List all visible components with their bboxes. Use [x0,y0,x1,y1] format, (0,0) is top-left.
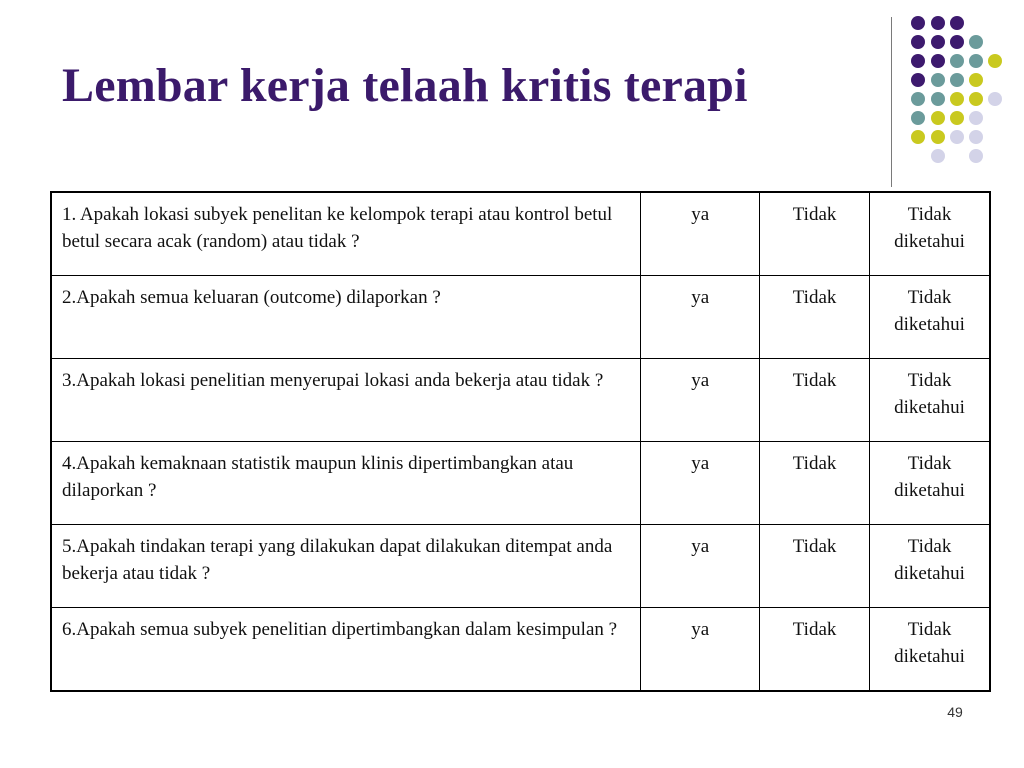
answer-yes-cell: ya [641,276,760,359]
dot-teal [969,35,983,49]
dot-yellow [931,130,945,144]
dot-purple [911,35,925,49]
dot-teal [969,54,983,68]
answer-yes-cell: ya [641,608,760,692]
table-row [51,276,990,359]
question-cell: 3.Apakah lokasi penelitian menyerupai lokasi anda bekerja atau tidak ? [51,359,641,442]
dot-purple [931,35,945,49]
dot-yellow [988,54,1002,68]
dot-purple [950,16,964,30]
dot-purple [911,73,925,87]
dot-lavender [969,130,983,144]
table-row [51,525,990,608]
dot-yellow [969,92,983,106]
page-number: 49 [947,704,963,720]
dot-purple [911,16,925,30]
question-cell: 2.Apakah semua keluaran (outcome) dilaporkan ? [51,276,641,359]
answer-unknown-cell: Tidak diketahui [870,359,990,442]
table-row [51,442,990,525]
answer-yes-cell: ya [641,442,760,525]
question-cell: 1. Apakah lokasi subyek penelitan ke kelompok terapi atau kontrol betul betul secara acak (random) atau tidak ? [51,192,641,276]
table-row [51,608,990,692]
answer-yes-cell: ya [641,359,760,442]
question-cell: 5.Apakah tindakan terapi yang dilakukan dapat dilakukan ditempat anda bekerja atau tidak ? [51,525,641,608]
answer-unknown-cell: Tidak diketahui [870,192,990,276]
answer-no-cell: Tidak [760,442,870,525]
dot-purple [931,16,945,30]
answer-unknown-cell: Tidak diketahui [870,608,990,692]
table-row [51,192,990,276]
answer-no-cell: Tidak [760,608,870,692]
critical-appraisal-table [50,191,991,692]
answer-yes-cell: ya [641,192,760,276]
dot-lavender [969,111,983,125]
dot-yellow [950,111,964,125]
table-row [51,359,990,442]
dot-teal [931,92,945,106]
answer-no-cell: Tidak [760,192,870,276]
dot-yellow [969,73,983,87]
dot-lavender [969,149,983,163]
dot-lavender [950,130,964,144]
dot-yellow [950,92,964,106]
dot-teal [911,92,925,106]
answer-unknown-cell: Tidak diketahui [870,276,990,359]
question-cell: 4.Apakah kemaknaan statistik maupun klinis dipertimbangkan atau dilaporkan ? [51,442,641,525]
dot-teal [950,73,964,87]
dot-teal [931,73,945,87]
dot-teal [950,54,964,68]
dot-yellow [931,111,945,125]
dot-teal [911,111,925,125]
answer-unknown-cell: Tidak diketahui [870,442,990,525]
answer-no-cell: Tidak [760,359,870,442]
dot-lavender [931,149,945,163]
dot-purple [950,35,964,49]
answer-no-cell: Tidak [760,525,870,608]
dot-purple [911,54,925,68]
question-cell: 6.Apakah semua subyek penelitian dipertimbangkan dalam kesimpulan ? [51,608,641,692]
dot-yellow [911,130,925,144]
answer-no-cell: Tidak [760,276,870,359]
dot-purple [931,54,945,68]
dot-lavender [988,92,1002,106]
title-divider-line [891,17,892,187]
slide-title: Lembar kerja telaah kritis terapi [62,59,748,112]
answer-unknown-cell: Tidak diketahui [870,525,990,608]
answer-yes-cell: ya [641,525,760,608]
